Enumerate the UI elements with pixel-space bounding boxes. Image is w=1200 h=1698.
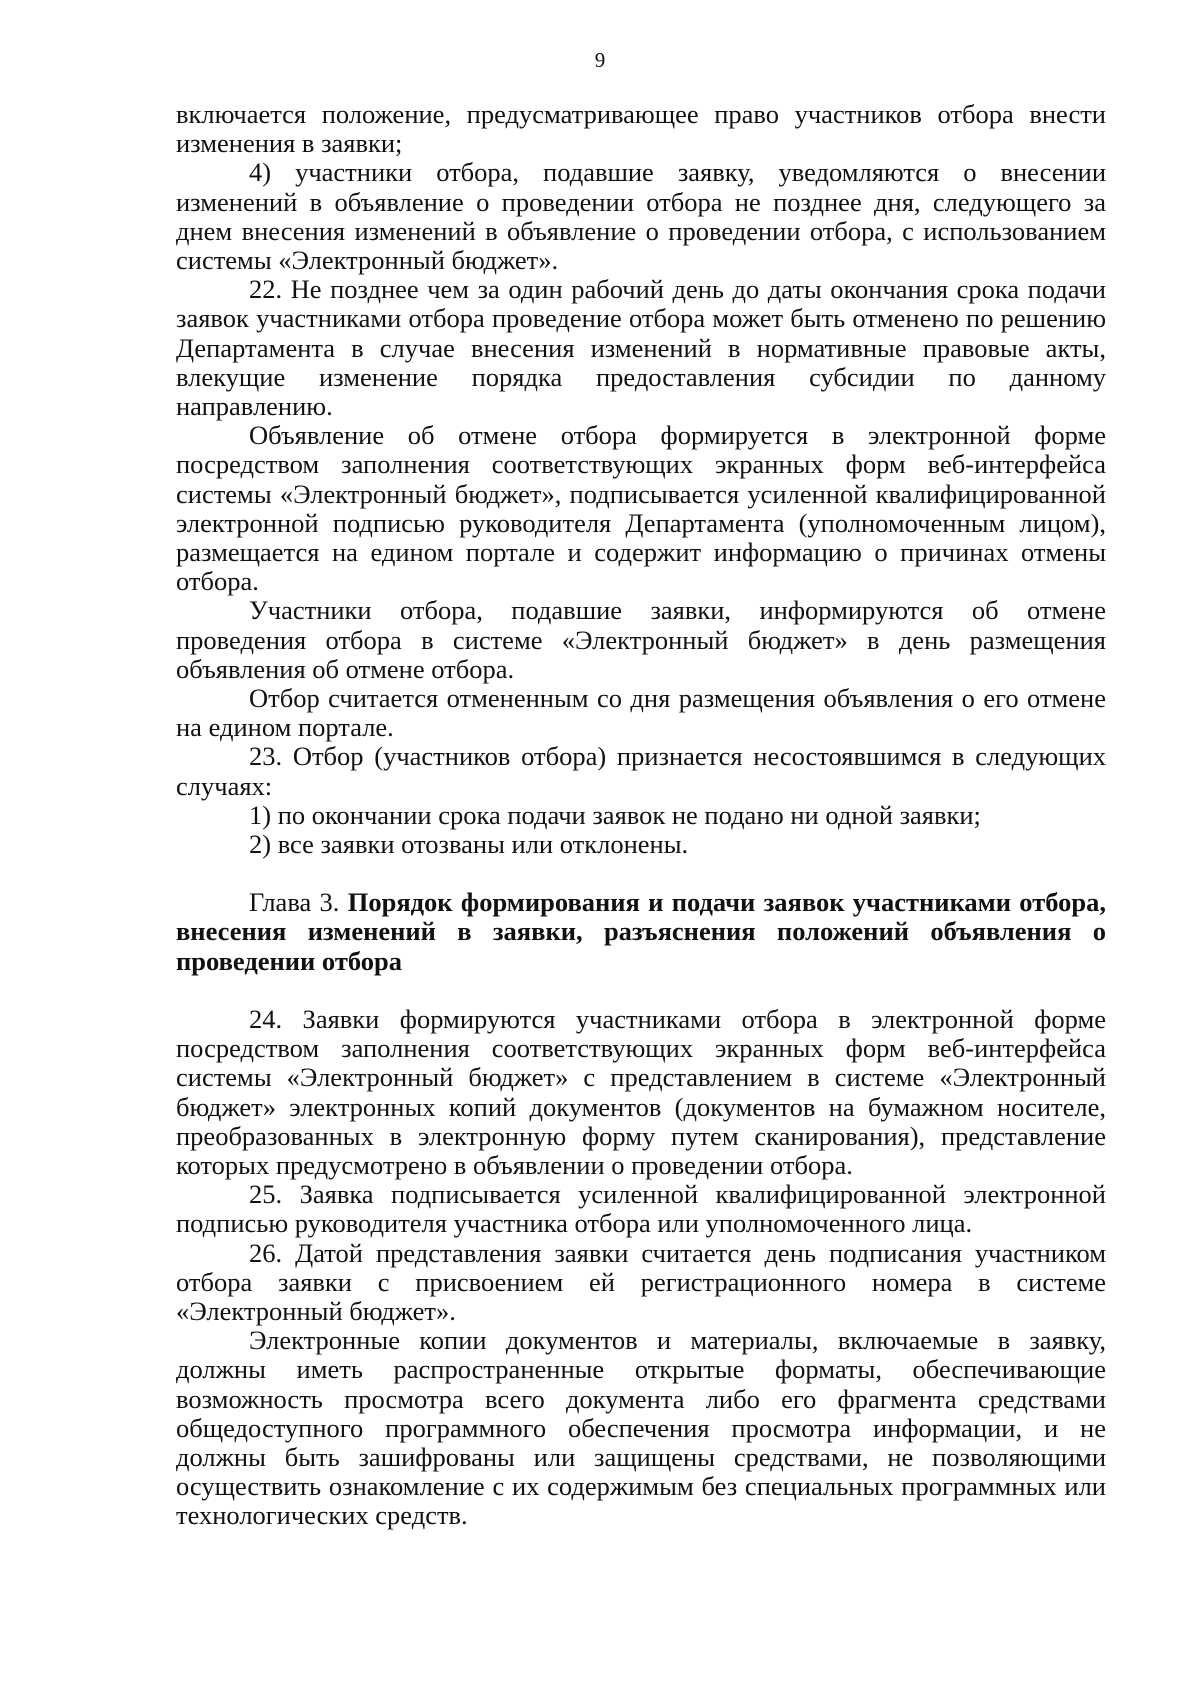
paragraph: 25. Заявка подписывается усиленной квалифицированной электронной подписью руководителя участника отбора или уполномоченного лица. <box>176 1179 1106 1239</box>
paragraph: 22. Не позднее чем за один рабочий день до даты окончания срока подачи заявок участниками отбора проведение отбора может быть отменено по решению Департамента в случае внесения изменений в нормативные правовые акты, влекущие изменение порядка предоставления субсидии по данному направлению. <box>176 274 1106 422</box>
paragraph: Объявление об отмене отбора формируется в электронной форме посредством заполнения соответствующих экранных форм веб-интерфейса системы «Электронный бюджет», подписывается усиленной квалифицированной электронной подписью руководителя Департамента (уполномоченным лицом), размещается на едином портале и содержит информацию о причинах отмены отбора. <box>176 420 1106 597</box>
paragraph: Участники отбора, подавшие заявки, информируются об отмене проведения отбора в системе «Электронный бюджет» в день размещения объявления об отмене отбора. <box>176 595 1106 684</box>
chapter-title: Порядок формирования и подачи заявок участниками отбора, внесения изменений в заявки, разъяснения положений объявления о проведении отбора <box>176 887 1106 976</box>
paragraphs-after-chapter <box>176 1005 1106 1531</box>
paragraph: Отбор считается отмененным со дня размещения объявления о его отмене на едином портале. <box>176 683 1106 743</box>
paragraph: 2) все заявки отозваны или отклонены. <box>249 829 689 860</box>
paragraph: 26. Датой представления заявки считается день подписания участником отбора заявки с присвоением ей регистрационного номера в системе «Электронный бюджет». <box>176 1237 1106 1326</box>
chapter-heading <box>176 888 1106 976</box>
paragraph: 4) участники отбора, подавшие заявку, уведомляются о внесении изменений в объявление о проведении отбора не позднее дня, следующего за днем внесения изменений в объявление о проведении отбора, с использованием системы «Электронный бюджет». <box>176 157 1106 276</box>
paragraph: 1) по окончании срока подачи заявок не подано ни одной заявки; <box>249 799 981 830</box>
paragraph: включается положение, предусматривающее право участников отбора внести изменения в заявки; <box>176 99 1106 159</box>
chapter-label: Глава 3. <box>249 887 348 918</box>
paragraph: 24. Заявки формируются участниками отбора в электронной форме посредством заполнения соответствующих экранных форм веб-интерфейса системы «Электронный бюджет» с представлением в системе «Электронный бюджет» электронных копий документов (документов на бумажном носителе, преобразованных в электронную форму путем сканирования), представление которых предусмотрено в объявлении о проведении отбора. <box>176 1003 1106 1180</box>
paragraph: 23. Отбор (участников отбора) признается несостоявшимся в следующих случаях: <box>176 741 1106 801</box>
page-number: 9 <box>594 48 606 72</box>
document-body <box>176 100 1106 1531</box>
paragraphs-before-chapter <box>176 100 1106 859</box>
paragraph: Электронные копии документов и материалы, включаемые в заявку, должны иметь распространенные открытые форматы, обеспечивающие возможность просмотра всего документа либо его фрагмента средствами общедоступного программного обеспечения просмотра информации, и не должны быть зашифрованы или защищены средствами, не позволяющими осуществить ознакомление с их содержимым без специальных программных или технологических средств. <box>176 1325 1106 1531</box>
